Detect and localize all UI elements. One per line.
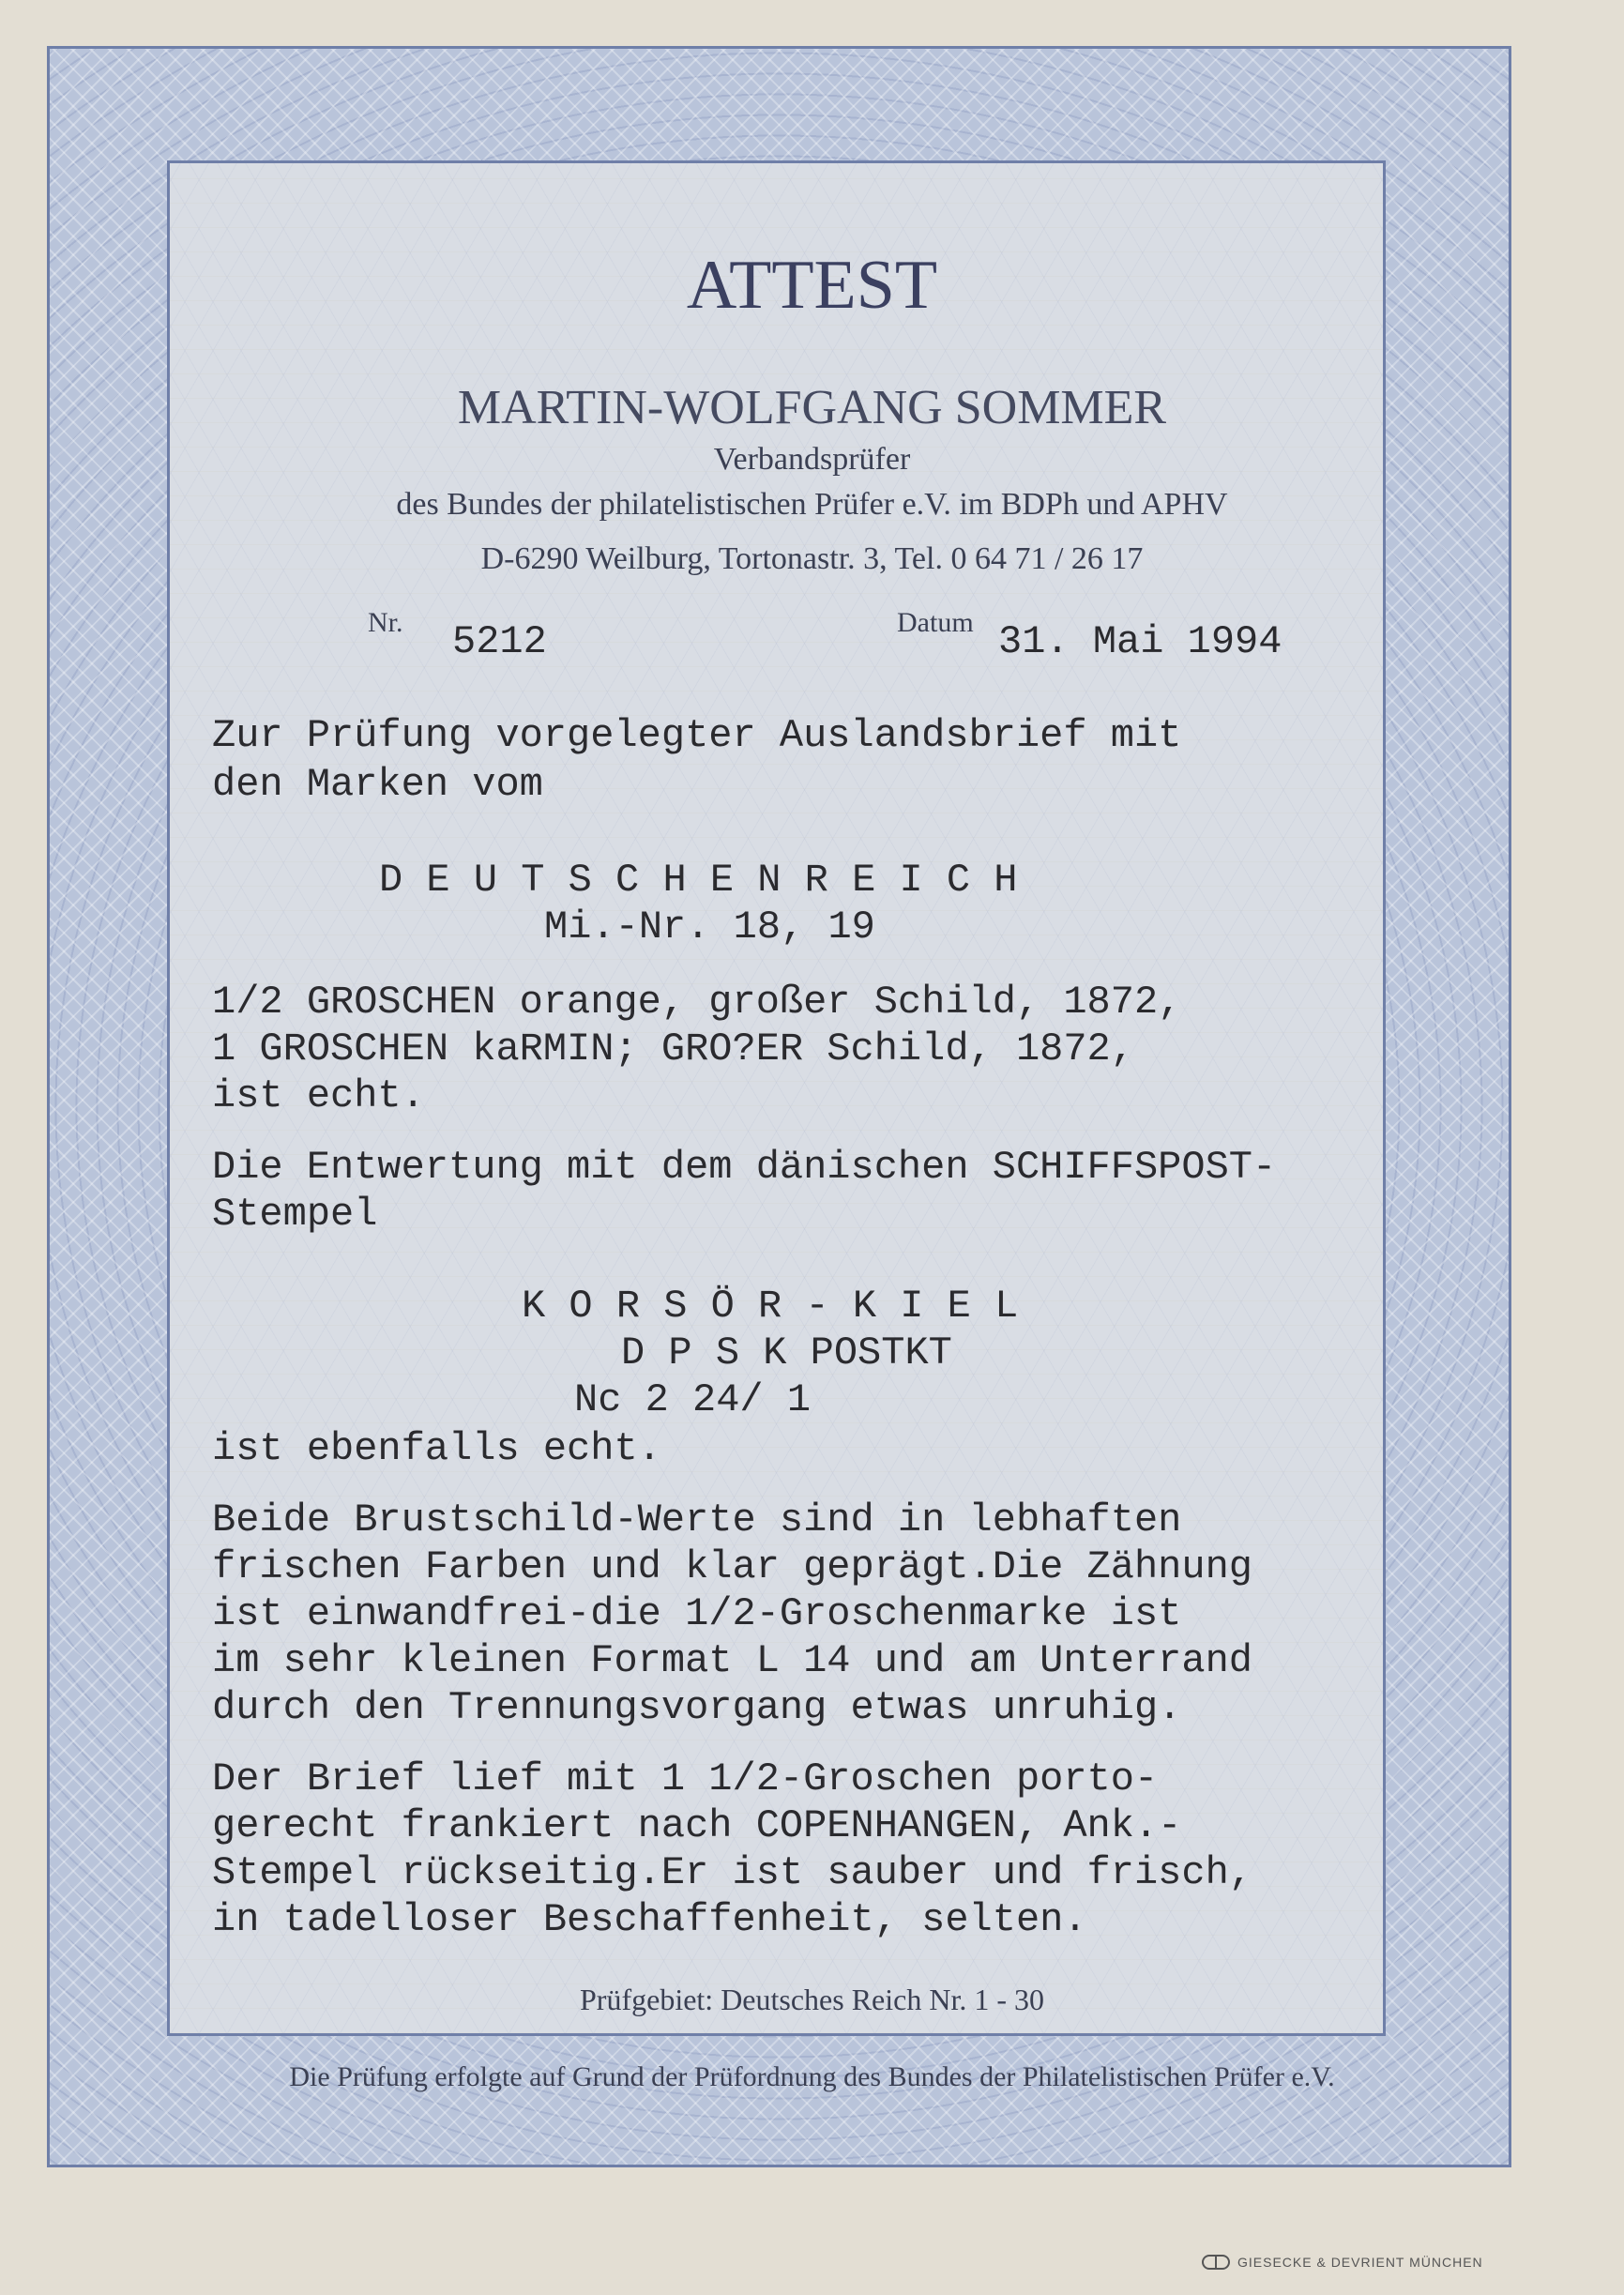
- catalog-numbers: Mi.-Nr. 18, 19: [544, 904, 875, 950]
- stamp-line-2: 1 GROSCHEN kaRMIN; GRO?ER Schild, 1872,: [212, 1026, 1134, 1072]
- letter-line-1: Der Brief lief mit 1 1/2-Groschen porto-: [212, 1756, 1159, 1801]
- nc-line: Nc 2 24/ 1: [574, 1377, 812, 1422]
- printer-name: GIESECKE & DEVRIENT MÜNCHEN: [1237, 2255, 1483, 2270]
- examiner-role: Verbandsprüfer: [713, 442, 911, 477]
- description-line-4: im sehr kleinen Format L 14 und am Unterrand: [212, 1638, 1252, 1683]
- description-line-5: durch den Trennungsvorgang etwas unruhig.: [212, 1685, 1182, 1730]
- examiner-address: D-6290 Weilburg, Tortonastr. 3, Tel. 0 64 71 / 26 17: [480, 541, 1144, 576]
- postkt-line: D P S K POSTKT: [621, 1330, 952, 1375]
- intro-line-2: den Marken vom: [212, 762, 543, 807]
- examiner-association: des Bundes der philatelistischen Prüfer e.V. im BDPh und APHV: [396, 487, 1228, 522]
- stamp-line-3: ist echt.: [212, 1073, 425, 1118]
- stamp-line-1: 1/2 GROSCHEN orange, großer Schild, 1872,: [212, 980, 1182, 1025]
- certificate-title: ATTEST: [686, 247, 938, 324]
- datum-label: Datum: [897, 607, 974, 638]
- printer-logo-icon: [1202, 2255, 1230, 2270]
- description-line-2: frischen Farben und klar geprägt.Die Zähnung: [212, 1544, 1252, 1589]
- cancel-confirmed: ist ebenfalls echt.: [212, 1426, 661, 1471]
- cancel-line-2: Stempel: [212, 1192, 378, 1237]
- examination-scope: Prüfgebiet: Deutsches Reich Nr. 1 - 30: [580, 1983, 1044, 2016]
- examination-basis: Die Prüfung erfolgte auf Grund der Prüfordnung des Bundes der Philatelistischen Prüfer e.V.: [289, 2061, 1335, 2092]
- letter-line-2: gerecht frankiert nach COPENHANGEN, Ank.-: [212, 1803, 1182, 1848]
- description-line-1: Beide Brustschild-Werte sind in lebhaften: [212, 1497, 1182, 1543]
- country-spaced: D E U T S C H E N R E I C H: [379, 858, 1018, 903]
- cancel-line-1: Die Entwertung mit dem dänischen SCHIFFSPOST-: [212, 1145, 1277, 1190]
- intro-line-1: Zur Prüfung vorgelegter Auslandsbrief mit: [212, 713, 1182, 758]
- datum-value: 31. Mai 1994: [998, 619, 1283, 664]
- letter-line-4: in tadelloser Beschaffenheit, selten.: [212, 1897, 1087, 1942]
- examiner-name: MARTIN-WOLFGANG SOMMER: [457, 381, 1167, 434]
- description-line-3: ist einwandfrei-die 1/2-Groschenmarke ist: [212, 1591, 1182, 1636]
- nr-label: Nr.: [368, 607, 403, 638]
- route-spaced: K O R S Ö R - K I E L: [522, 1284, 1019, 1329]
- letter-line-3: Stempel rückseitig.Er ist sauber und frisch,: [212, 1850, 1252, 1895]
- nr-value: 5212: [452, 619, 547, 664]
- printer-imprint: [1202, 2251, 1540, 2273]
